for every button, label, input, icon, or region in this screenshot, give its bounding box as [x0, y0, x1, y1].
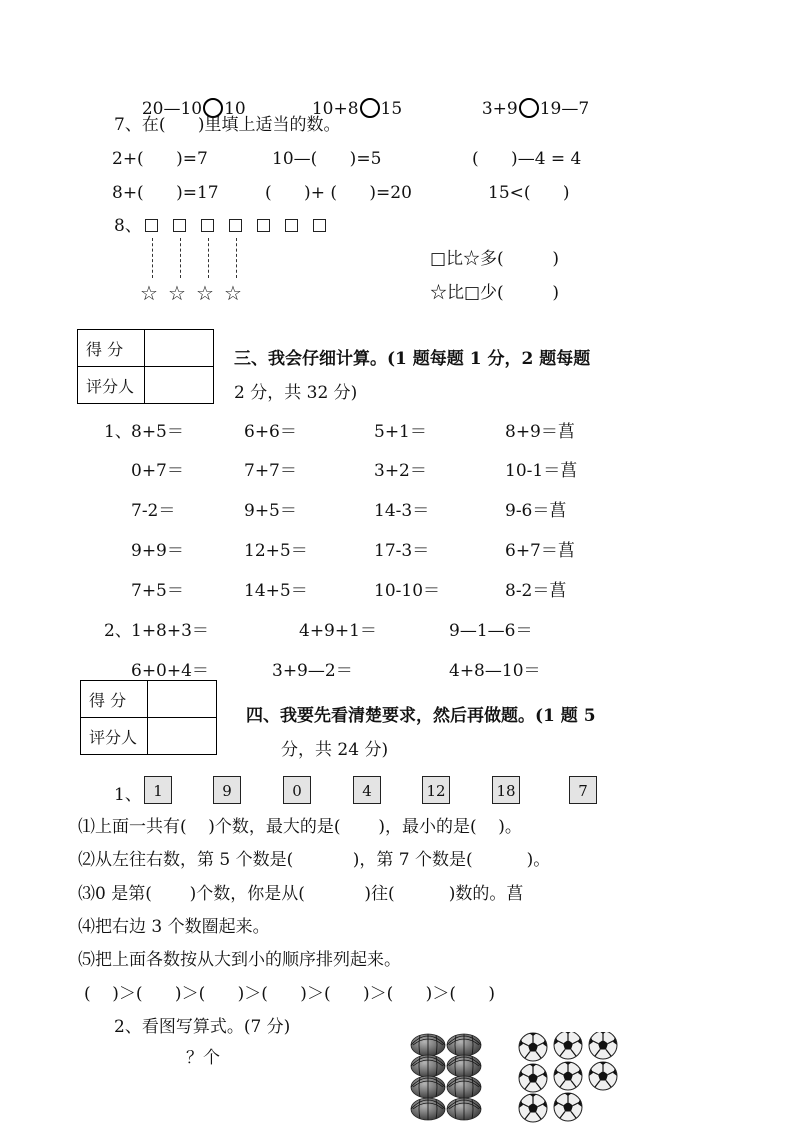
score-cell[interactable] — [148, 681, 217, 718]
q8-line1[interactable]: □比☆多( ) — [430, 249, 559, 269]
star-icon: ☆ — [140, 281, 158, 305]
calc-item[interactable]: 3+9—2＝ — [272, 661, 353, 681]
order-blanks[interactable]: ( )＞( )＞( )＞( )＞( )＞( )＞( ) — [84, 984, 496, 1004]
calc-item[interactable]: 14+5＝ — [244, 581, 308, 601]
calc-item[interactable]: 12+5＝ — [244, 541, 308, 561]
star-icon: ☆ — [168, 281, 186, 305]
calc-item[interactable]: 4+8—10＝ — [449, 661, 541, 681]
soccer-ball-icon — [554, 1062, 582, 1090]
question-count: ？个 — [186, 1048, 220, 1068]
compare-b-right: 15 — [380, 99, 403, 119]
square-shape — [201, 219, 214, 232]
grader-cell[interactable] — [148, 718, 217, 755]
soccer-picture — [515, 1032, 627, 1124]
compare-a — [131, 81, 246, 118]
compare-circle[interactable] — [360, 98, 380, 118]
square-shape — [313, 219, 326, 232]
section3-title: 三、我会仔细计算。(1 题每题 1 分，2 题每题 — [234, 349, 591, 369]
sub-question-2[interactable]: ⑵从左往右数，第 5 个数是( )，第 7 个数是( )。 — [78, 850, 551, 870]
q7-item[interactable]: ( )—4 = 4 — [472, 149, 582, 169]
star-icon: ☆ — [224, 281, 242, 305]
soccer-ball-icon — [519, 1033, 547, 1061]
basketball-icon — [411, 1098, 445, 1120]
sub-question-3[interactable]: ⑶0 是第( )个数，你是从( )往( )数的。菖 — [78, 884, 524, 904]
match-line — [208, 238, 209, 278]
match-line — [180, 238, 181, 278]
calc-item[interactable]: 6+0+4＝ — [131, 661, 209, 681]
calc-item[interactable]: 6+6＝ — [244, 422, 297, 442]
balls-picture — [408, 1032, 488, 1124]
number-card: 0 — [283, 776, 311, 804]
calc-item[interactable]: 9-6＝菖 — [505, 501, 567, 521]
match-line — [236, 238, 237, 278]
basketball-icon — [447, 1098, 481, 1120]
sub-question-4: ⑷把右边 3 个数圈起来。 — [78, 917, 270, 937]
basketball-icon — [447, 1055, 481, 1077]
calc-item[interactable]: 8+9＝菖 — [505, 422, 575, 442]
soccer-ball-icon — [519, 1094, 547, 1122]
soccer-ball-icon — [554, 1093, 582, 1121]
section3-subtitle: 2 分，共 32 分) — [234, 383, 358, 403]
section4-subtitle: 分，共 24 分) — [281, 740, 389, 760]
square-shape — [145, 219, 158, 232]
calc-item[interactable]: 9+9＝ — [131, 541, 184, 561]
number-card: 7 — [569, 776, 597, 804]
calc-item[interactable]: 14-3＝ — [374, 501, 430, 521]
calc-item[interactable]: 9+5＝ — [244, 501, 297, 521]
q8-label: 8、 — [114, 216, 142, 236]
square-shape — [173, 219, 186, 232]
q7-title: 7、在( )里填上适当的数。 — [114, 115, 341, 135]
basketball-icon — [447, 1076, 481, 1098]
compare-circle[interactable] — [519, 98, 539, 118]
score-box — [80, 680, 217, 755]
q7-item[interactable]: 10—( )=5 — [272, 149, 382, 169]
calc-item[interactable]: 10-10＝ — [374, 581, 441, 601]
compare-a-right: 10 — [224, 99, 246, 119]
calc-item[interactable]: 9—1—6＝ — [449, 621, 533, 641]
square-shape — [229, 219, 242, 232]
compare-b-left: 10+8 — [311, 99, 359, 119]
number-card: 4 — [353, 776, 381, 804]
calc-item[interactable]: 6+7＝菖 — [505, 541, 575, 561]
q7-item[interactable]: 8+( )=17 — [112, 183, 219, 203]
part-label: 1、 — [114, 785, 142, 805]
grader-label: 评分人 — [81, 718, 148, 755]
part-label: 1、 — [104, 422, 132, 442]
soccer-ball-icon — [589, 1032, 617, 1059]
sub-question-1[interactable]: ⑴上面一共有( )个数，最大的是( )，最小的是( )。 — [78, 817, 522, 837]
basketball-icon — [411, 1055, 445, 1077]
calc-item[interactable]: 8+5＝ — [131, 422, 184, 442]
number-card: 12 — [422, 776, 450, 804]
star-icon: ☆ — [196, 281, 214, 305]
section4-title: 四、我要先看清楚要求，然后再做题。(1 题 5 — [246, 706, 596, 726]
soccer-ball-icon — [519, 1064, 547, 1092]
part2-title: 2、看图写算式。(7 分) — [114, 1017, 291, 1037]
basketball-icon — [411, 1076, 445, 1098]
calc-item[interactable]: 3+2＝ — [374, 461, 427, 481]
q7-item[interactable]: 15<( ) — [488, 183, 570, 203]
number-card: 9 — [213, 776, 241, 804]
calc-item[interactable]: 7+7＝ — [244, 461, 297, 481]
basketball-icon — [447, 1034, 481, 1056]
calc-item[interactable]: 17-3＝ — [374, 541, 430, 561]
sub-question-5: ⑸把上面各数按从大到小的顺序排列起来。 — [78, 950, 401, 970]
calc-item[interactable]: 8-2＝菖 — [505, 581, 567, 601]
part-label: 2、 — [104, 621, 132, 641]
calc-item[interactable]: 7+5＝ — [131, 581, 184, 601]
soccer-ball-icon — [554, 1032, 582, 1059]
number-card: 18 — [492, 776, 520, 804]
soccer-ball-icon — [589, 1062, 617, 1090]
grader-label: 评分人 — [78, 367, 145, 404]
compare-b — [301, 81, 402, 118]
compare-c — [471, 81, 589, 118]
square-shape — [285, 219, 298, 232]
q8-line2[interactable]: ☆比□少( ) — [430, 283, 559, 303]
score-box — [77, 329, 214, 404]
score-label: 得 分 — [78, 330, 145, 367]
calc-item[interactable]: 1+8+3＝ — [131, 621, 209, 641]
score-label: 得 分 — [81, 681, 148, 718]
match-line — [152, 238, 153, 278]
q7-item[interactable]: 2+( )=7 — [112, 149, 208, 169]
calc-item[interactable]: 0+7＝ — [131, 461, 184, 481]
q7-item[interactable]: ( )+ ( )=20 — [265, 183, 412, 203]
calc-item[interactable]: 10-1＝菖 — [505, 461, 578, 481]
basketball-icon — [411, 1034, 445, 1056]
calc-item[interactable]: 4+9+1＝ — [299, 621, 377, 641]
compare-c-left: 3+9 — [481, 99, 518, 119]
calc-item[interactable]: 5+1＝ — [374, 422, 427, 442]
grader-cell[interactable] — [145, 367, 214, 404]
square-shape — [257, 219, 270, 232]
compare-c-right: 19—7 — [539, 99, 590, 119]
number-card: 1 — [144, 776, 172, 804]
calc-item[interactable]: 7-2＝ — [131, 501, 176, 521]
compare-a-left: 20—10 — [141, 99, 203, 119]
score-cell[interactable] — [145, 330, 214, 367]
